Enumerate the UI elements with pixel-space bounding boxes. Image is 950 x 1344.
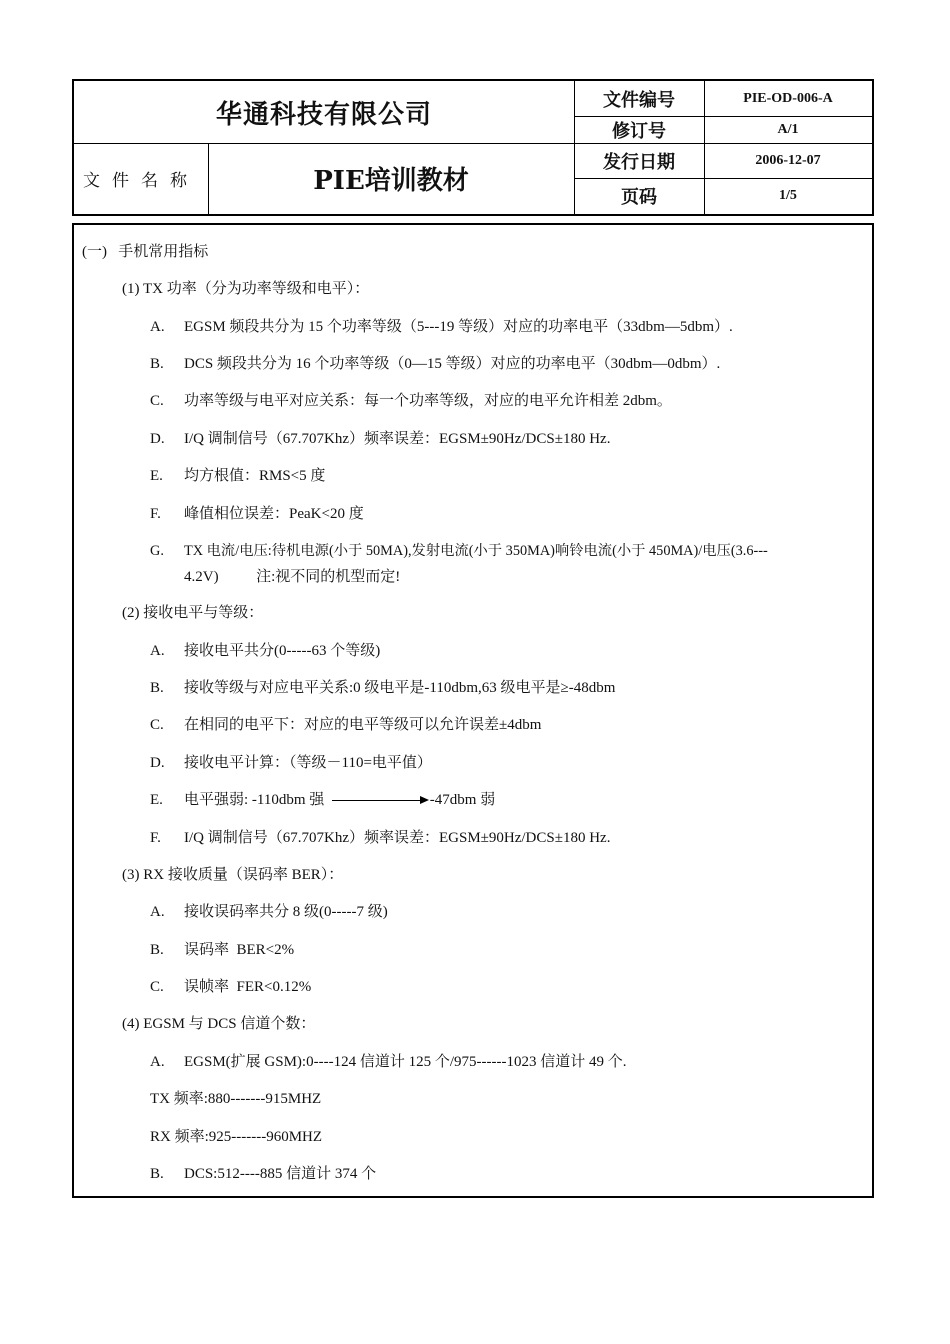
list-item: A. 接收误码率共分 8 级(0-----7 级) bbox=[150, 904, 388, 920]
list-item: C. 误帧率 FER<0.12% bbox=[150, 979, 312, 995]
sub2-title: (2) 接收电平与等级： bbox=[122, 605, 264, 621]
sub4-title: (4) EGSM 与 DCS 信道个数： bbox=[122, 1016, 316, 1032]
doc-number-value: PIE-OD-006-A bbox=[743, 90, 833, 106]
list-item: E. 均方根值：RMS<5 度 bbox=[150, 468, 326, 484]
section-heading bbox=[82, 242, 208, 262]
list-item: A. 接收电平共分(0-----63 个等级) bbox=[150, 643, 381, 659]
list-item: G. TX 电流/电压:待机电源(小于 50MA),发射电流(小于 350MA)响铃电流(小于 450MA)/电压(3.6--- bbox=[150, 543, 768, 559]
page-value: 1/5 bbox=[779, 188, 797, 203]
list-item: C. 功率等级与电平对应关系：每一个功率等级，对应的电平允许相差 2dbm。 bbox=[150, 393, 672, 409]
list-item: B. DCS 频段共分为 16 个功率等级（0—15 等级）对应的功率电平（30dbm—0dbm）. bbox=[150, 356, 721, 372]
tx-frequency: TX 频率:880-------915MHZ bbox=[150, 1091, 322, 1107]
issue-date-label: 发行日期 bbox=[603, 151, 675, 173]
revision-label: 修订号 bbox=[612, 120, 666, 142]
document-header-table bbox=[72, 79, 874, 216]
section-marker: (一) bbox=[82, 244, 107, 260]
section-title: 手机常用指标 bbox=[118, 244, 209, 260]
sub3-title: (3) RX 接收质量（误码率 BER）： bbox=[122, 867, 344, 883]
issue-date-value: 2006-12-07 bbox=[755, 152, 821, 168]
rx-frequency: RX 频率:925-------960MHZ bbox=[150, 1129, 323, 1145]
list-item: F. 峰值相位误差：PeaK<20 度 bbox=[150, 506, 364, 522]
list-item: D. I/Q 调制信号（67.707Khz）频率误差：EGSM±90Hz/DCS±180 Hz. bbox=[150, 431, 611, 447]
list-item: D. 接收电平计算：（等级－110=电平值） bbox=[150, 755, 432, 771]
list-item: F. I/Q 调制信号（67.707Khz）频率误差：EGSM±90Hz/DCS±180 Hz. bbox=[150, 830, 611, 846]
list-item: B. 误码率 BER<2% bbox=[150, 942, 295, 958]
list-item: B. 接收等级与对应电平关系:0 级电平是-110dbm,63 级电平是≥-48dbm bbox=[150, 680, 616, 696]
list-item-continuation: 4.2V) 注:视不同的机型而定! bbox=[184, 569, 401, 585]
list-item: A. EGSM(扩展 GSM):0----124 信道计 125 个/975------1023 信道计 49 个. bbox=[150, 1054, 627, 1070]
arrow-right-icon bbox=[332, 796, 430, 806]
doc-name: PIE培训教材 bbox=[313, 166, 469, 196]
company-name: 华通科技有限公司 bbox=[215, 99, 432, 130]
list-item: A. EGSM 频段共分为 15 个功率等级（5---19 等级）对应的功率电平（33dbm—5dbm）. bbox=[150, 319, 733, 335]
page-label: 页码 bbox=[621, 187, 657, 208]
list-item: C. 在相同的电平下：对应的电平等级可以允许误差±4dbm bbox=[150, 717, 542, 733]
doc-name-label: 文件名称 bbox=[83, 171, 199, 191]
revision-value: A/1 bbox=[777, 121, 799, 137]
doc-number-label: 文件编号 bbox=[603, 89, 675, 111]
list-item: E. 电平强弱: -110dbm 强 -47dbm 弱 bbox=[150, 792, 496, 808]
document-body bbox=[72, 223, 874, 1198]
list-item: B. DCS:512----885 信道计 374 个 bbox=[150, 1166, 377, 1182]
sub1-title: (1) TX 功率（分为功率等级和电平）： bbox=[122, 281, 370, 297]
